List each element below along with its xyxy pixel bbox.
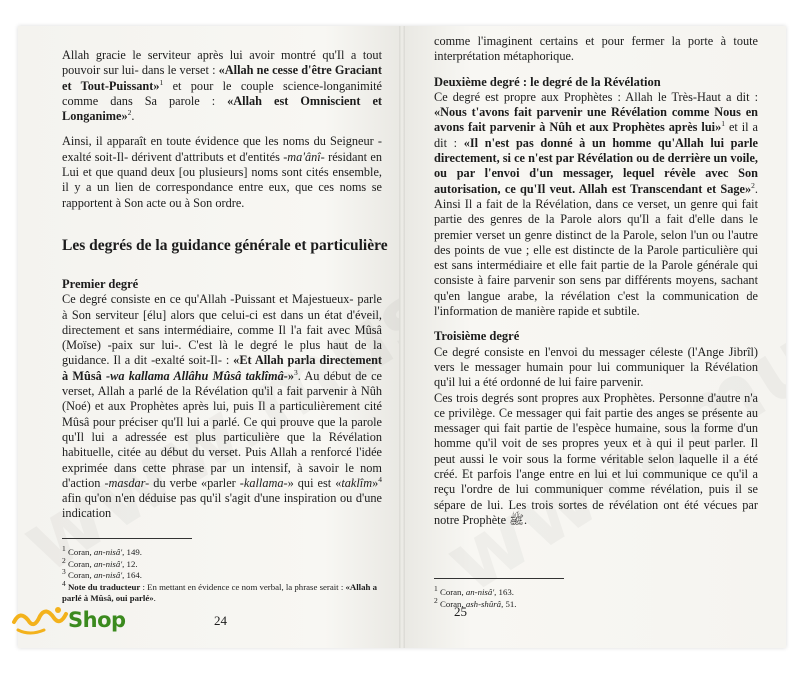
- emphasis-bold: -wa kallama Allâhu Mûsâ taklîmâ-: [106, 368, 288, 383]
- book-gutter: [399, 26, 405, 648]
- footnote-marker: 1: [159, 77, 164, 87]
- text-run: Coran,: [437, 587, 466, 597]
- text-run: , 163.: [494, 587, 514, 597]
- emphasis-italic: an-nisâ': [93, 570, 123, 580]
- right-page: [402, 26, 786, 648]
- footnote-marker: 3: [62, 567, 66, 577]
- text-run: Coran,: [65, 547, 94, 557]
- open-book: [18, 26, 786, 648]
- footnote-marker: 2: [434, 595, 438, 605]
- footnote: [62, 567, 382, 582]
- section-heading: Les degrés de la guidance générale et particulière: [62, 236, 388, 254]
- footnote-marker: 4: [62, 578, 66, 588]
- footnote-marker: 2: [62, 555, 66, 565]
- emphasis-italic: an-nisâ': [93, 558, 123, 569]
- emphasis-bold: Note du traducteur: [65, 581, 141, 592]
- text-run: résidant en Lui et que quand deux [ou plusieurs] noms sont cités ensemble, il y a un lien de correspondance entre eux, que ces noms se rapportent à Son acte ou à Son ordre.: [62, 149, 382, 210]
- footnote-rule: [434, 578, 564, 579]
- footnote-marker: 3: [294, 367, 298, 377]
- emphasis-italic: -ma'ânî-: [283, 149, 325, 164]
- text-run: , 164.: [122, 570, 142, 580]
- text-run: Allah gracie le serviteur après lui avoir montré qu'Il a tout pouvoir sur lui- dans le verset :: [62, 48, 382, 78]
- text-run: Ce degré consiste en ce qu'Allah -Puissant et Majestueux- parle à Son serviteur [élu] alors que celui-ci est dans un état d'éveil, directement et sans intermédiaire, comme Il l'a fait avec Mûsâ (Moïse) -paix sur lui-. C'est là le degré le plus haut de la guidance. Il a dit -exalté soit-Il- :: [62, 292, 382, 368]
- footnote: [434, 584, 758, 599]
- subheading-premier-degre: Premier degré: [62, 276, 139, 291]
- text-run: Coran,: [65, 570, 94, 580]
- footnote-marker: 2: [127, 108, 132, 118]
- right-paragraph-3: [434, 345, 758, 391]
- page-number-left: 24: [214, 613, 227, 628]
- emphasis-bold: «Allah ne cesse d'être Graciant et Tout-Puissant»: [62, 63, 382, 93]
- right-footnote-list: [434, 584, 758, 610]
- emphasis-italic: taklîm: [341, 475, 373, 490]
- left-paragraph-3: [62, 292, 382, 521]
- text-run: , 12.: [122, 558, 138, 569]
- footnote: [434, 595, 758, 611]
- footnote: [62, 544, 382, 559]
- emphasis-bold: »: [287, 368, 295, 383]
- footnote-marker: 1: [62, 544, 66, 554]
- right-text-column: [434, 26, 758, 528]
- text-run: Ainsi, il apparaît en toute évidence que les noms du Seigneur -exalté soit-Il- dérivent d'attributs et d'entités: [62, 134, 382, 164]
- text-run: .: [131, 109, 135, 124]
- emphasis-italic: -masdar-: [104, 475, 150, 490]
- text-run: »: [372, 475, 379, 490]
- subheading-deuxieme-degre: Deuxième degré : le degré de la Révélation: [434, 74, 661, 89]
- left-paragraph-1: [62, 48, 382, 124]
- left-footnote-list: [62, 544, 382, 605]
- text-run: Coran,: [65, 558, 94, 569]
- footnote-rule: [62, 538, 192, 539]
- emphasis-italic: -kallama-: [239, 475, 288, 490]
- text-run: : En mettant en évidence ce nom verbal, la phrase serait :: [140, 581, 346, 592]
- text-run: Coran,: [437, 598, 466, 609]
- footnote-marker: 1: [434, 584, 438, 594]
- text-run: . Au début de ce verset, Allah a parlé de la Révélation qu'il a fait parvenir à Nûh (Noé) et aux Prophètes après lui, puis Il a particulièrement cité Mûsâ pour préciser qu'Il lui a parlé. Ce qui prouve que la parole qu'Il lui a adressée est plus particulière que la Révélation habituelle, citée au début du verset. Puis Allah a renforcé l'idée exprimée dans cette phrase par un intensif, à savoir le nom d'action: [62, 368, 382, 490]
- text-run: du verbe «parler: [149, 475, 240, 490]
- right-paragraph-2: [434, 90, 758, 319]
- text-run: » qui est «: [287, 475, 342, 490]
- footnote-marker: 4: [378, 474, 382, 484]
- text-run: . Ainsi Il a fait de la Révélation, dans ce verset, un genre qui fait partie des genres de la Parole alors qu'Il a fait d'elle dans le premier verset un genre distinct de la Parole, selon l'un ou l'autre des points de vue ; elle est distincte de la Parole particulière qui est sans intermédiaire et elle fait partie de la Parole générale qui consiste à faire parvenir son sens par différents moyens, sachant qu'en langue arabe, la révélation c'est la communication de l'information de manière rapide et subtile.: [434, 181, 758, 319]
- footnote-marker: 1: [721, 119, 725, 129]
- logo-text: Shop: [68, 608, 126, 632]
- subheading-troisieme-degre: Troisième degré: [434, 329, 520, 344]
- text-run: Ces trois degrés sont propres aux Prophètes. Personne d'autre n'a ce privilège. Ce messager qui fait partie des anges se présente au messager qui fait partie de l'espèce humaine, sous la forme d'un homme qu'il voit de ses propres yeux et à qui il peut parler. Il peut aussi le voir sous la forme véritable selon laquelle il a été créé. Et parfois l'ange entre en lui et lui communique ce qu'il a reçu l'ordre de lui communiquer comme révélation, puis il se sépare de lui. Les trois sortes de révélation ont été vécues par notre Prophète ﷺ.: [434, 390, 758, 527]
- right-paragraph-1: [434, 34, 758, 65]
- text-run: Ce degré est propre aux Prophètes : Allah le Très-Haut a dit :: [434, 89, 758, 104]
- logo-swirl-icon: [10, 600, 70, 640]
- emphasis-italic: ash-shûrâ: [465, 598, 502, 609]
- text-run: et pour le couple science-longanimité comme dans Sa parole :: [62, 78, 382, 108]
- text-run: afin qu'on n'en déduise pas qu'il s'agit d'une inspiration ou d'une indication: [62, 491, 382, 521]
- emphasis-italic: an-nisâ': [465, 587, 495, 597]
- text-run: .: [153, 593, 156, 603]
- emphasis-bold: «Il n'est pas donné à un homme qu'Allah lui parle directement, si ce n'est par Révélation ou de derrière un voile, ou par l'envoi d'un messager, lequel révèle avec Son autorisation, ce qu'Il veut. Allah est Transcendant et Sage»: [434, 135, 759, 196]
- text-run: Ce degré consiste en l'envoi du messager céleste (l'Ange Jibrîl) vers le messager humain pour lui communiquer la Révélation qu'il lui a été ordonné de lui faire parvenir.: [434, 344, 758, 390]
- emphasis-bold: «Et Allah parla directement à Mûsâ: [62, 353, 382, 383]
- right-paragraph-4: [434, 391, 758, 529]
- emphasis-italic: an-nisâ': [93, 547, 123, 557]
- footnote: [62, 555, 382, 571]
- left-paragraph-2: [62, 134, 382, 210]
- emphasis-bold: «Allah a parlé à Mûsâ, oui parlé»: [62, 581, 377, 603]
- left-footnotes: [62, 538, 382, 605]
- text-run: , 51.: [501, 598, 517, 609]
- right-footnotes: [434, 578, 758, 610]
- left-page: [18, 26, 402, 648]
- emphasis-bold: «Nous t'avons fait parvenir une Révélation comme Nous en avons fait parvenir à Nûh et aux Prophètes après lui»: [434, 105, 758, 135]
- left-text-column: [62, 26, 388, 522]
- text-run: , 149.: [122, 547, 142, 557]
- page-number-right: 25: [454, 604, 467, 619]
- footnote-marker: 2: [751, 180, 755, 190]
- shop-logo: [10, 600, 150, 650]
- text-run: comme l'imaginent certains et pour fermer la porte à toute interprétation métaphorique.: [434, 34, 758, 64]
- emphasis-bold: «Allah est Omniscient et Longanime»: [62, 93, 382, 124]
- text-run: et il a dit :: [434, 120, 759, 150]
